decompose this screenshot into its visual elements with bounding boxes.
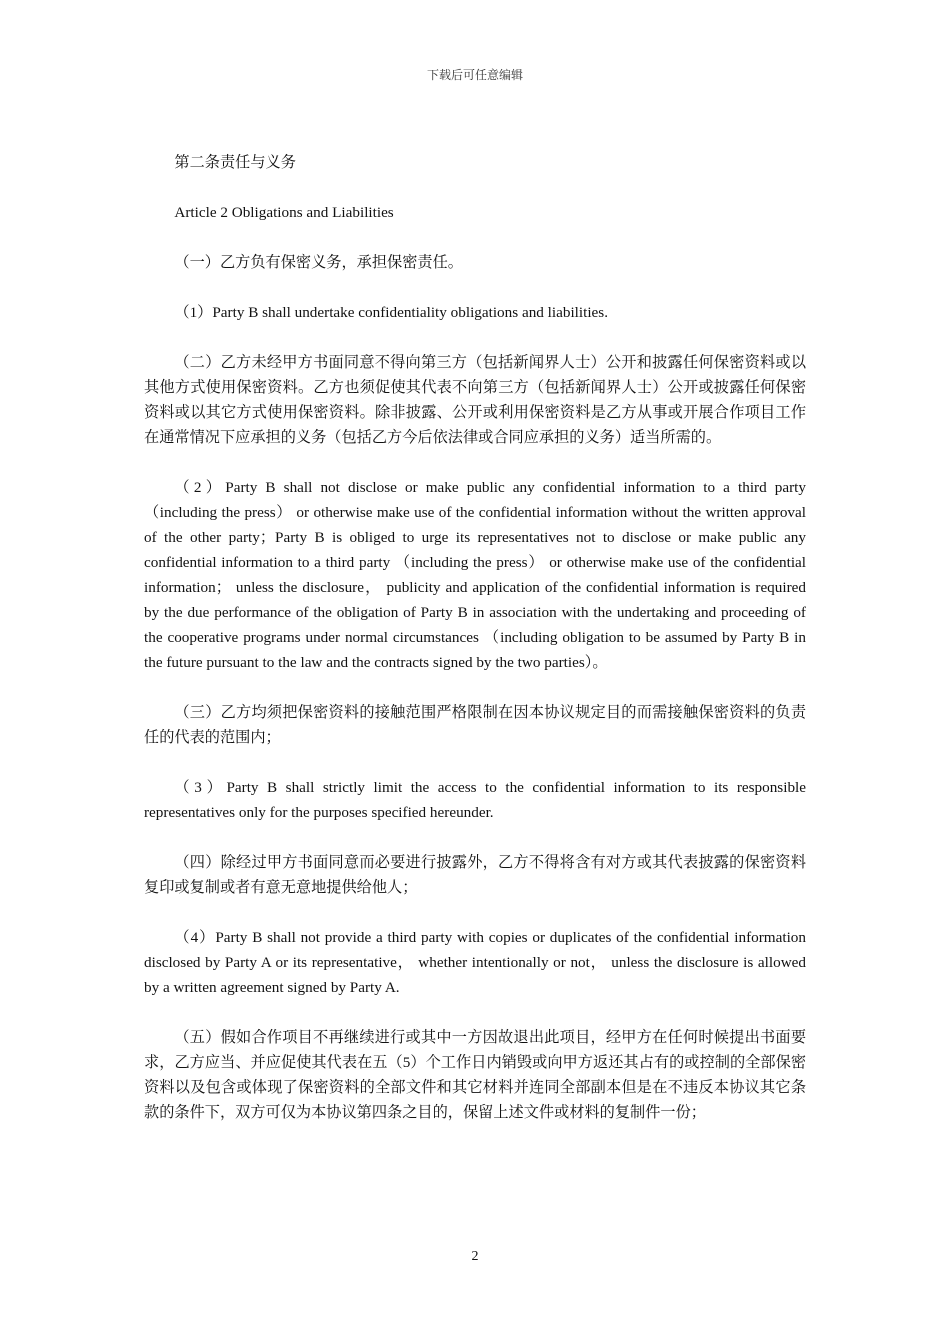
clause-1-zh: （一）乙方负有保密义务，承担保密责任。 (174, 254, 463, 271)
clause-5-zh: （五）假如合作项目不再继续进行或其中一方因故退出此项目，经甲方在任何时候提出书面要求，乙方应当、并应促使其代表在五（5）个工作日内销毁或向甲方返还其占有的或控制的全部保密资料以及包含或体现了保密资料的全部文件和其它材料并连同全部副本但是在不违反本协议其它条款的条件下，双方可仅为本协议第四条之目的，保留上述文件或材料的复制件一份； (144, 1029, 806, 1121)
clause-2-en: （2）Party B shall not disclose or make public any confidential information to a third party （including the press） or otherwise make use of the confidential information without the written approval of the other party；Party B is obliged to urge its representatives not to disclose or make public any confidential information to a third party （including the press） or otherwise make use of the confidential information； unless the disclosure， publicity and application of the confidential information is required by the due performance of the obligation of Party B in association with the undertaking and proceeding of the cooperative programs under normal circumstances （including obligation to be assumed by Party B in the future pursuant to the law and the contracts signed by the two parties）。 (144, 479, 806, 671)
document-body (144, 150, 806, 1150)
page-header: 下载后可任意编辑 (426, 68, 523, 82)
clause-4-zh: （四）除经过甲方书面同意而必要进行披露外，乙方不得将含有对方或其代表披露的保密资料复印或复制或者有意无意地提供给他人； (144, 854, 806, 896)
clause-1-en: （1）Party B shall undertake confidentiality obligations and liabilities. (174, 304, 608, 321)
clause-2-zh: （二）乙方未经甲方书面同意不得向第三方（包括新闻界人士）公开和披露任何保密资料或以其他方式使用保密资料。乙方也须促使其代表不向第三方（包括新闻界人士）公开或披露任何保密资料或以其它方式使用保密资料。除非披露、公开或利用保密资料是乙方从事或开展合作项目工作在通常情况下应承担的义务（包括乙方今后依法律或合同应承担的义务）适当所需的。 (144, 354, 806, 446)
clause-3-en: （3）Party B shall strictly limit the access to the confidential information to its responsible representatives only for the purposes specified hereunder. (144, 779, 806, 821)
page-number: 2 (471, 1249, 479, 1264)
clause-4-en: （4）Party B shall not provide a third party with copies or duplicates of the confidential information disclosed by Party A or its representative， whether intentionally or not， unless the disclosure is allowed by a written agreement signed by Party A. (144, 929, 806, 996)
article-title-zh: 第二条责任与义务 (174, 154, 296, 171)
article-title-en: Article 2 Obligations and Liabilities (174, 204, 394, 221)
clause-3-zh: （三）乙方均须把保密资料的接触范围严格限制在因本协议规定目的而需接触保密资料的负责任的代表的范围内； (144, 704, 806, 746)
